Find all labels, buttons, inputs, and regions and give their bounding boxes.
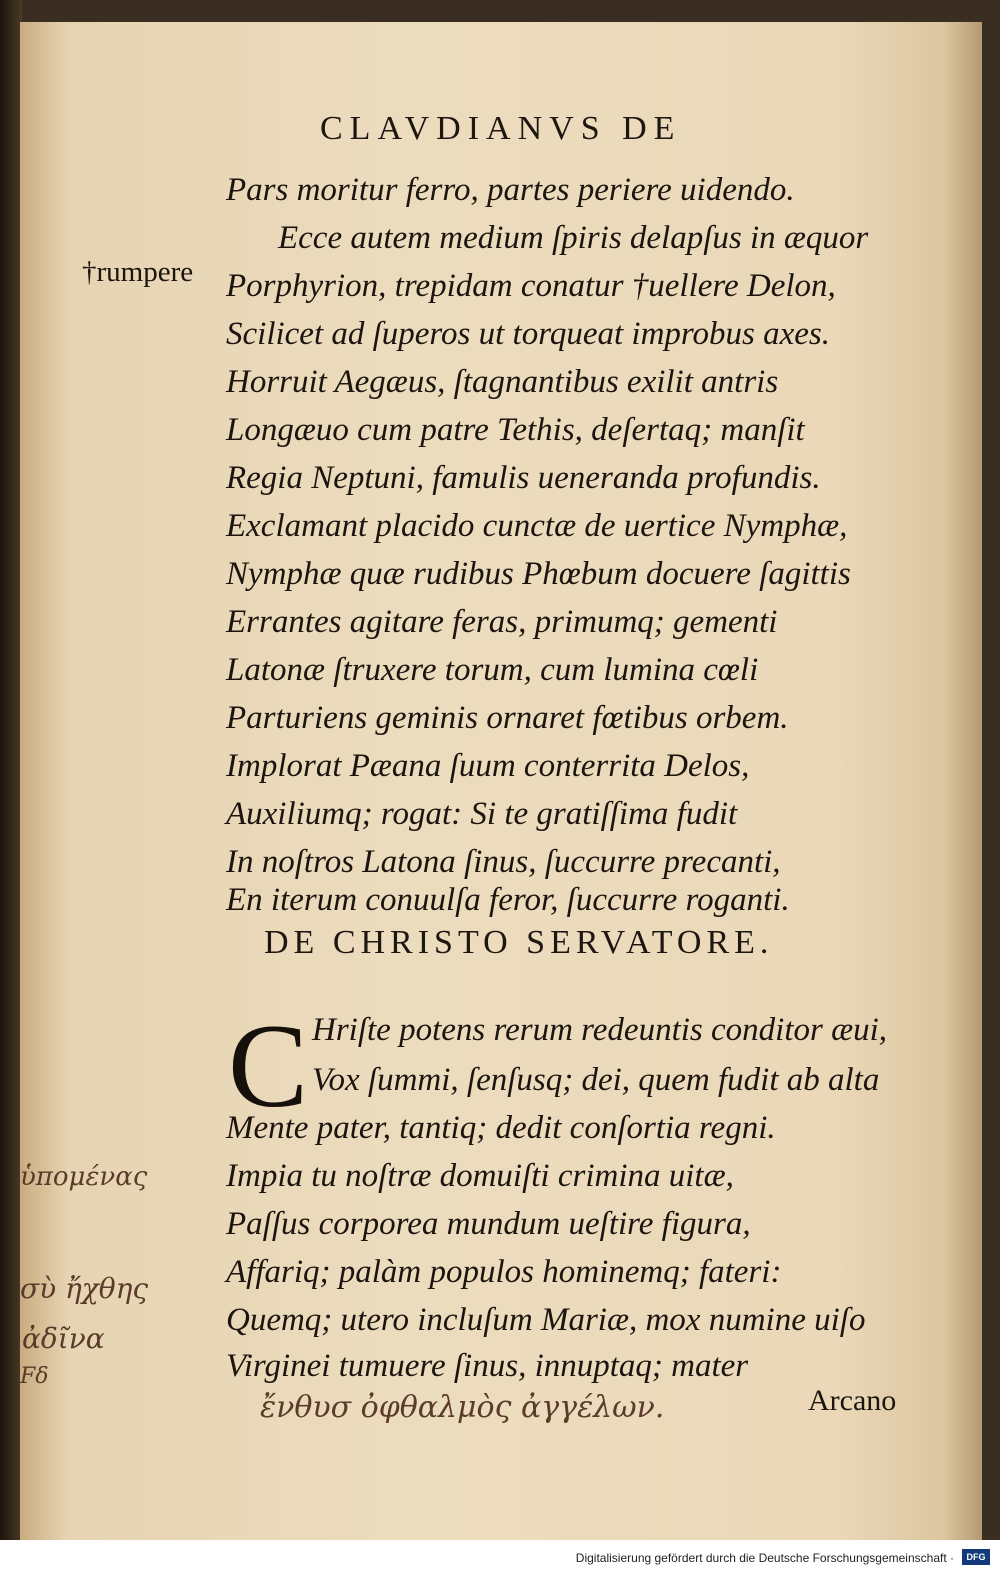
dfg-logo-icon: DFG [962,1549,990,1565]
verse-line: Implorat Pæana ſuum conterrita Delos, [226,748,750,784]
verse-line: Hriſte potens rerum redeuntis conditor æui, [312,1012,888,1048]
verse-line: Virginei tumuere ſinus, innuptaq; mater [226,1348,749,1384]
verse-line: Regia Neptuni, famulis ueneranda profundis. [226,460,821,496]
verse-line: Latonæ ſtruxere torum, cum lumina cœli [226,652,759,688]
book-gutter [0,0,22,1587]
drop-cap: C [228,999,309,1132]
margin-note: †rumpere [82,256,194,288]
handwritten-note: ὑπομένας [20,1162,148,1192]
funding-credit: Digitalisierung gefördert durch die Deutsche Forschungsgemeinschaft · [575,1551,954,1565]
handwritten-note: ἔνθυσ ὀφθαλμὸς ἀγγέλων. [260,1390,665,1425]
verse-line: Scilicet ad ſuperos ut torqueat improbus axes. [226,316,831,352]
book-page [20,22,982,1540]
handwritten-note: Fδ [20,1364,49,1389]
verse-line: Porphyrion, trepidam conatur †uellere Delon, [226,268,836,304]
verse-line: Vox ſummi, ſenſusq; dei, quem fudit ab alta [312,1062,880,1098]
verse-line: Nymphæ quæ rudibus Phœbum docuere ſagittis [226,556,851,592]
verse-line: In noſtros Latona ſinus, ſuccurre precanti, [226,844,781,880]
verse-line: Paſſus corporea mundum ueſtire figura, [226,1206,751,1242]
verse-line: Longæuo cum patre Tethis, deſertaq; manſit [226,412,805,448]
verse-line: Horruit Aegæus, ſtagnantibus exilit antris [226,364,779,400]
handwritten-note: σὺ ἤχθης [20,1272,149,1305]
verse-line: Ecce autem medium ſpiris delapſus in æquor [278,220,869,256]
verse-line: Mente pater, tantiq; dedit conſortia regni. [226,1110,776,1146]
verse-line: Affariq; palàm populos hominemq; fateri: [226,1254,782,1290]
catchword: Arcano [808,1384,897,1417]
verse-line: Auxiliumq; rogat: Si te gratiſſima fudit [226,796,738,832]
footer-bar [0,1540,1000,1587]
verse-line: En iterum conuulſa feror, ſuccurre roganti. [226,882,790,918]
verse-line: Parturiens geminis ornaret fœtibus orbem. [226,700,789,736]
verse-line: Exclamant placido cunctæ de uertice Nymphæ, [226,508,848,544]
section-title: DE CHRISTO SERVATORE. [264,924,774,961]
verse-line: Errantes agitare feras, primumq; gementi [226,604,778,640]
verse-line: Pars moritur ferro, partes periere uidendo. [226,172,795,208]
verse-line: Impia tu noſtræ domuiſti crimina uitæ, [226,1158,734,1194]
verse-line: Quemq; utero incluſum Mariæ, mox numine uiſo [226,1302,866,1338]
handwritten-note: ἀδῖνα [22,1322,105,1355]
running-head: CLAVDIANVS DE [320,110,682,147]
